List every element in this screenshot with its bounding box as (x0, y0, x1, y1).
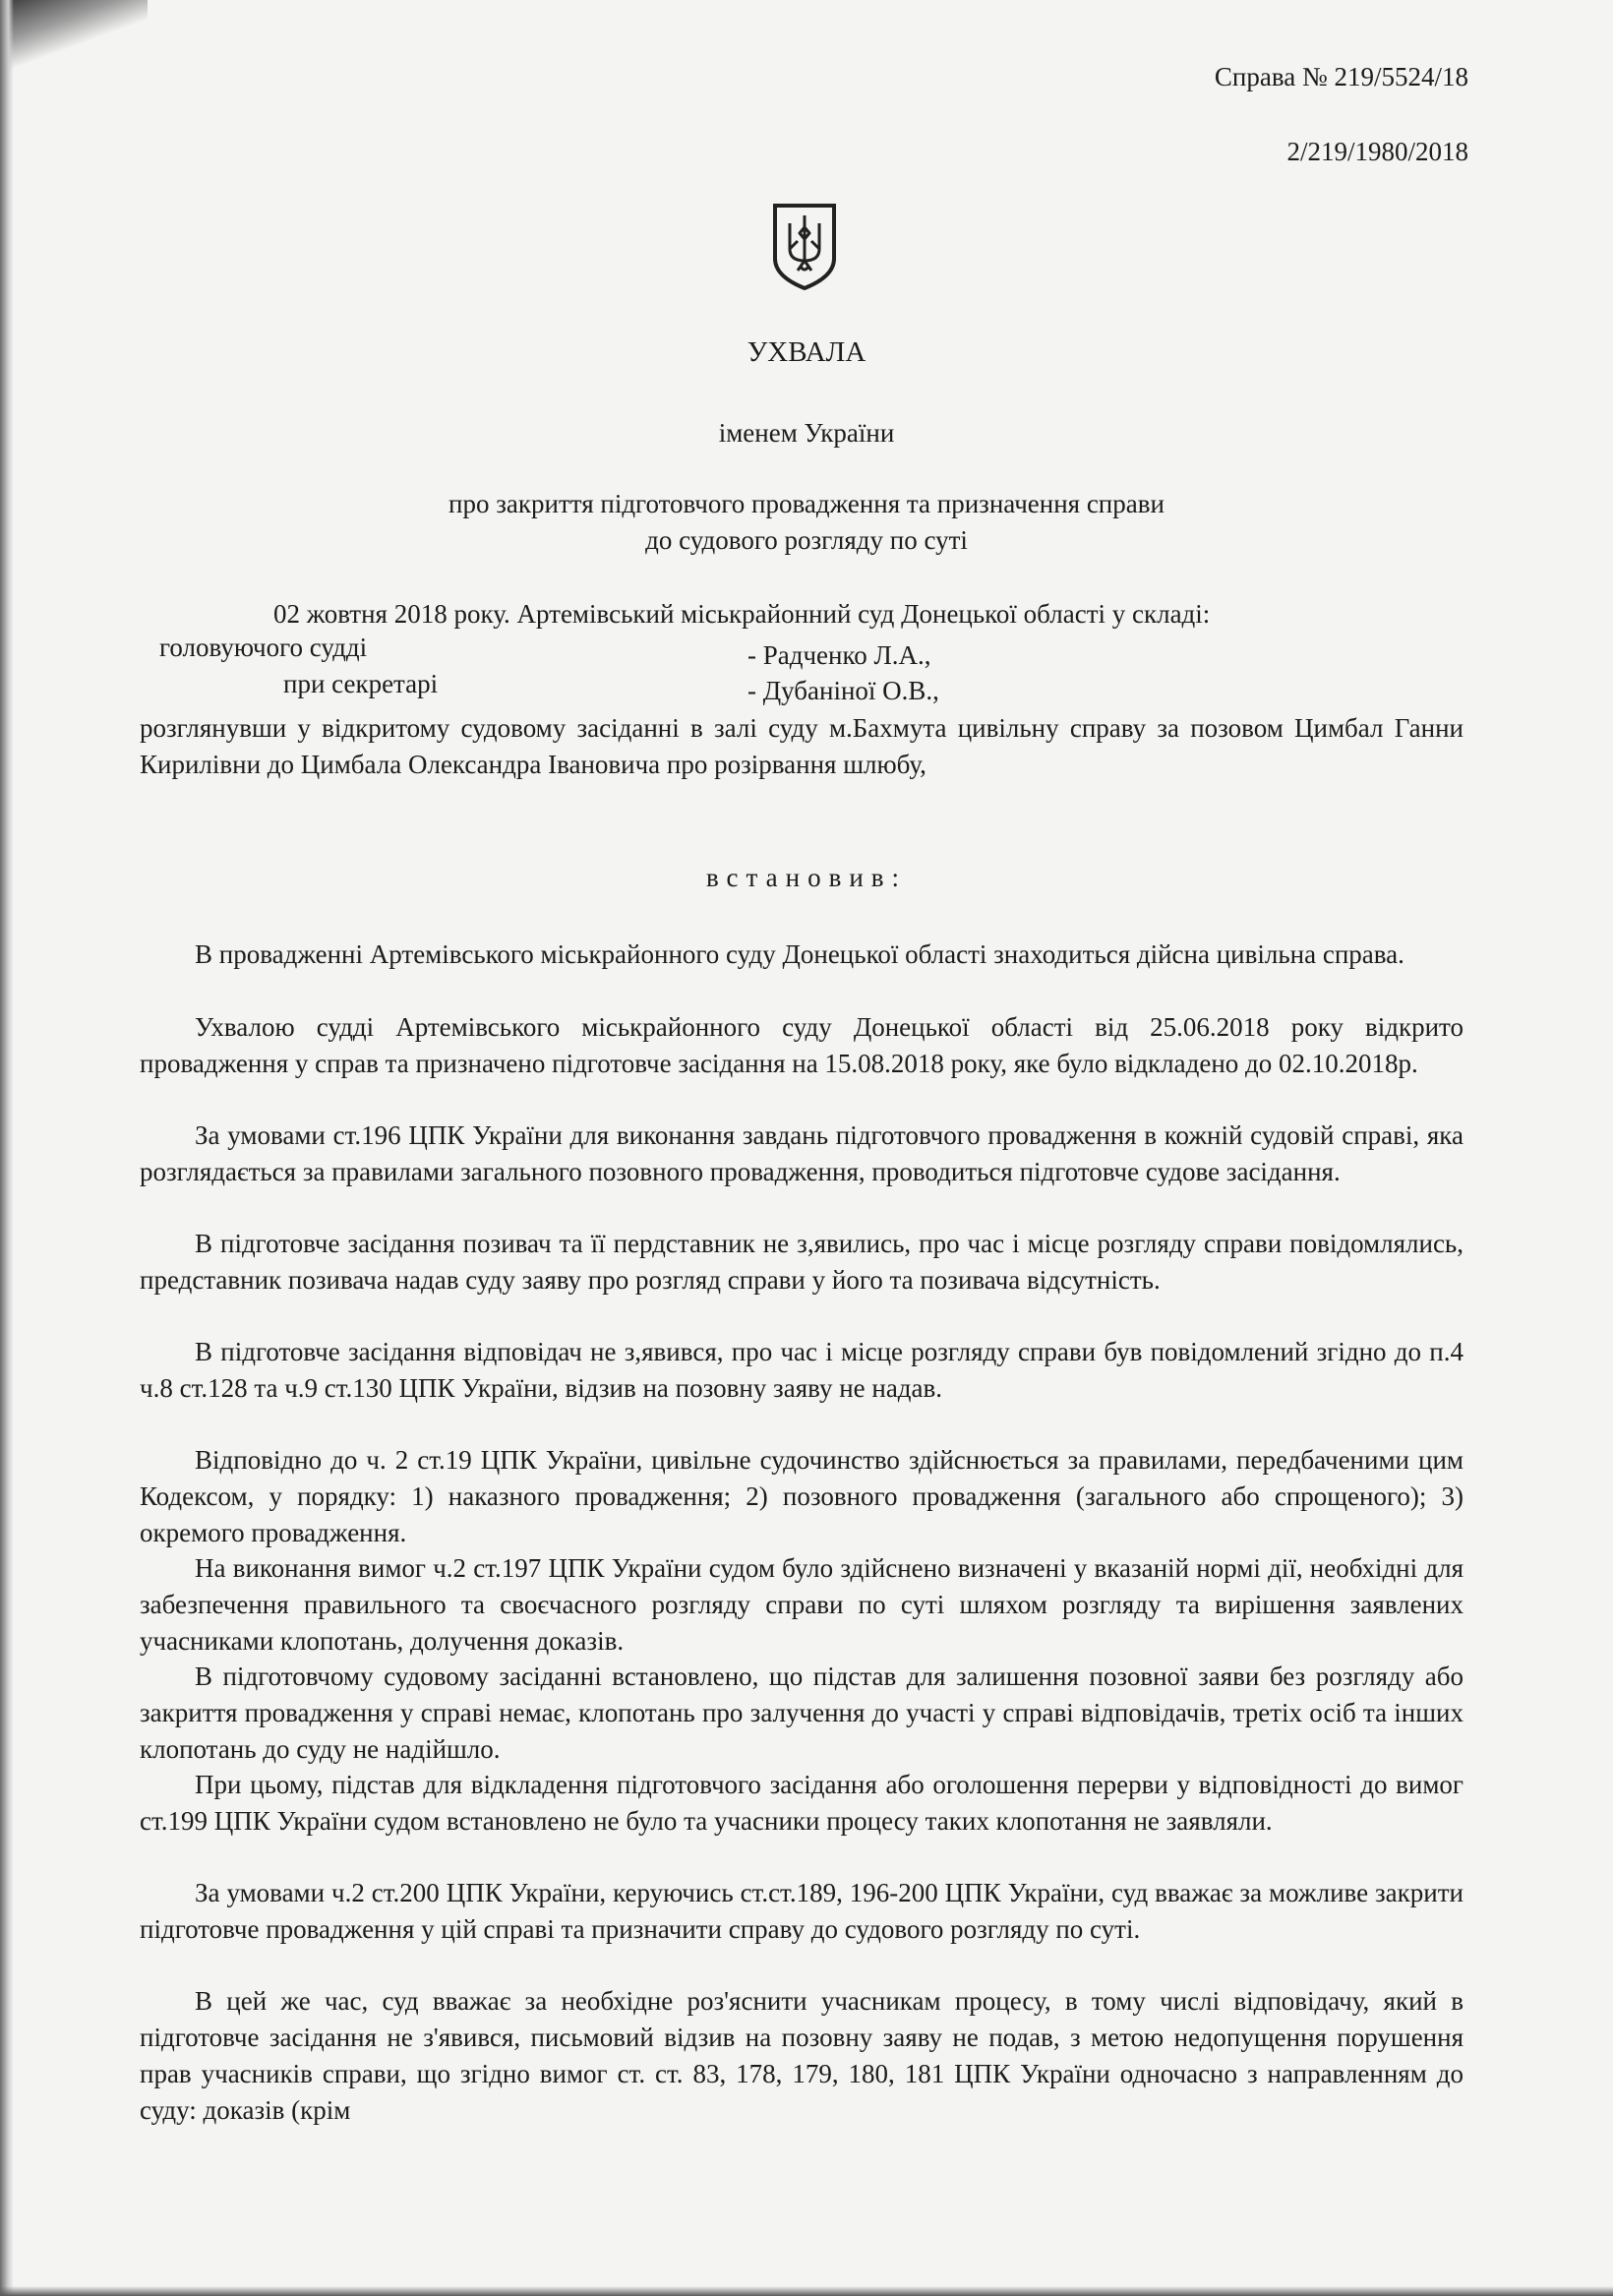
judge-name: - Радченко Л.А., (747, 640, 931, 670)
date-and-court: 02 жовтня 2018 року. Артемівський міськрайонний суд Донецької області у складі: (273, 599, 1211, 629)
paragraph: Відповідно до ч. 2 ст.19 ЦПК України, цивільне судочинство здійснюється за правилами, передбаченими цим Кодексом, у порядку: 1) наказного провадження; 2) позовного провадження (загального або спрощеного); 3) окремого провадження. (140, 1445, 1464, 1547)
case-number: Справа № 219/5524/18 (1214, 62, 1468, 91)
document-type-title: УХВАЛА (747, 336, 866, 368)
considered-paragraph: розглянувши у відкритому судовому засіданні в залі суду м.Бахмута цивільну справу за позовом Цимбал Ганни Кирилівни до Цимбала Олександра Івановича про розірвання шлюбу, (140, 713, 1464, 779)
paragraph: В підготовче засідання позивач та її пердставник не з,явились, про час і місце розгляду справи повідомлялись, представник позивача надав суду заяву про розгляд справи у його та позивача відсутність. (140, 1229, 1464, 1295)
paragraph: На виконання вимог ч.2 ст.197 ЦПК України судом було здійснено визначені у вказаній нормі дії, необхідні для забезпечення правильного та своєчасного розгляду справи по суті шляхом розгляду та вирішення заявлених учасниками клопотань, долучення доказів. (140, 1553, 1464, 1656)
scan-bottom-edge (0, 2286, 1613, 2296)
paragraph: Ухвалою судді Артемівського міськрайонного суду Донецької області від 25.06.2018 року відкрито провадження у справ та призначено підготовче засідання на 15.08.2018 року, яке було відкладено до 02.10.2018р. (140, 1012, 1464, 1078)
paragraph: В підготовче засідання відповідач не з,явився, про час і місце розгляду справи був повідомлений згідно до п.4 ч.8 ст.128 та ч.9 ст.130 ЦПК України, відзив на позовну заяву не надав. (140, 1337, 1464, 1403)
scan-left-edge (0, 0, 14, 2296)
paragraph: За умовами ст.196 ЦПК України для виконання завдань підготовчого провадження в кожній судовій справі, яка розглядається за правилами загального позовного провадження, проводиться підготовче судове засідання. (140, 1120, 1464, 1186)
subject-line-1: про закриття підготовчого провадження та призначення справи (448, 489, 1165, 518)
scan-corner-shadow (0, 0, 148, 69)
secretary-name: - Дубаніної О.В., (747, 676, 939, 705)
judge-label: головуючого судді (159, 633, 368, 662)
paragraph: За умовами ч.2 ст.200 ЦПК України, керуючись ст.ст.189, 196-200 ЦПК України, суд вважає за можливе закрити підготовче провадження у цій справі та призначити справу до судового розгляду по суті. (140, 1878, 1464, 1944)
paragraph: В провадженні Артемівського міськрайонного суду Донецької області знаходиться дійсна цивільна справа. (195, 939, 1404, 969)
secretary-label: при секретарі (283, 669, 439, 698)
coat-of-arms-of-ukraine-icon (770, 202, 839, 290)
proceeding-number: 2/219/1980/2018 (1286, 137, 1468, 166)
in-name-of-ukraine: іменем України (718, 418, 895, 448)
established-heading: встановив: (705, 863, 908, 892)
subject-line-2: до судового розгляду по суті (645, 525, 968, 555)
paragraph: В підготовчому судовому засіданні встановлено, що підстав для залишення позовної заяви без розгляду або закриття провадження у справі немає, клопотань про залучення до участі у справі відповідачів, третіх осіб та інших клопотань до суду не надійшло. (140, 1662, 1464, 1764)
paragraph: При цьому, підстав для відкладення підготовчого засідання або оголошення перерви у відповідності до вимог ст.199 ЦПК України судом встановлено не було та учасники процесу таких клопотання не заявляли. (140, 1770, 1464, 1836)
paragraph: В цей же час, суд вважає за необхідне роз'яснити учасникам процесу, в тому числі відповідачу, який в підготовче засідання не з'явився, письмовий відзив на позовну заяву не подав, з метою недопущення порушення прав учасників справи, що згідно вимог ст. ст. 83, 178, 179, 180, 181 ЦПК України одночасно з направленням до суду: доказів (крім (140, 1986, 1464, 2125)
